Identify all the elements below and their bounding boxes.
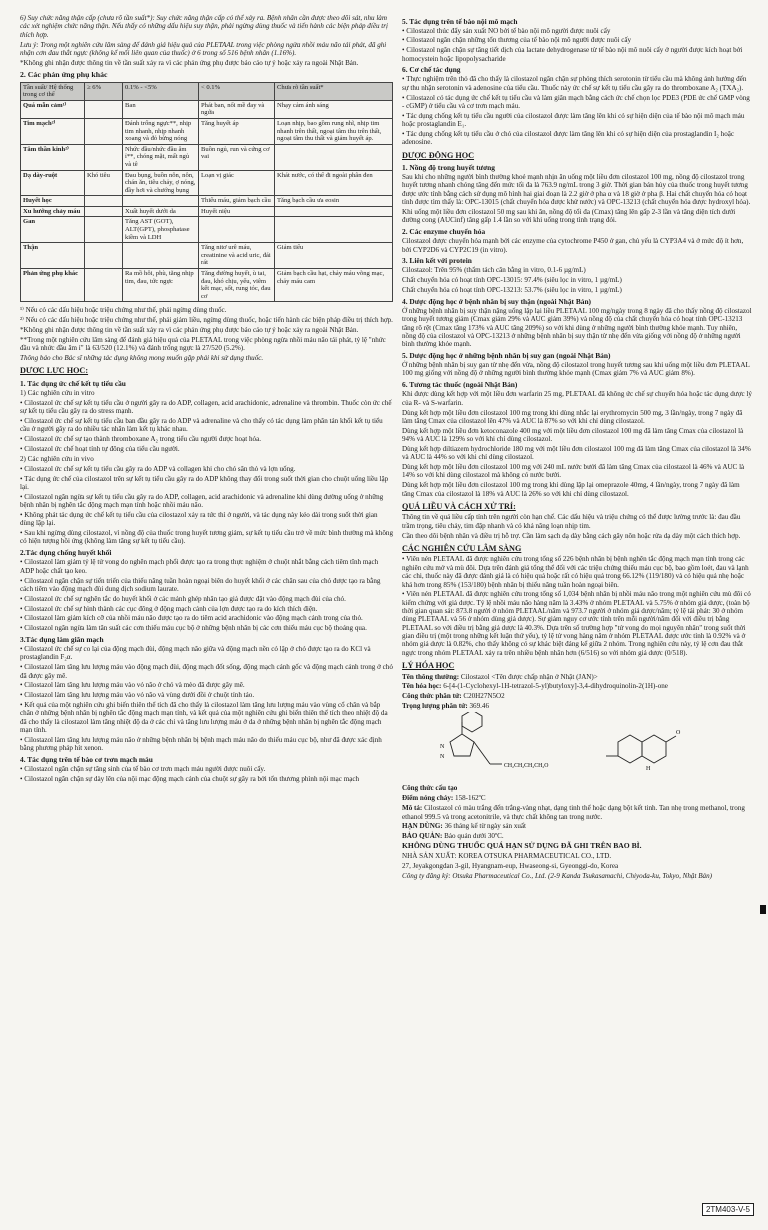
overdose-title: QUÁ LIỀU VÀ CÁCH XỬ TRÍ: (402, 501, 516, 511)
list-item: • Cilostazol làm giảm tỷ lệ tử vong do nghẽn mạch phổi được tạo ra trong thực nghiệm ở chuột nhắt bằng cách tiêm tĩnh mạch ADP hoặc chất tạo keo. (20, 558, 379, 575)
list-item: Cần theo dõi bệnh nhân và điều trị hỗ trợ. Cần làm sạch dạ dày bằng cách gây nôn hoặc rửa dạ dày một cách thích hợp. (402, 531, 741, 540)
subheading: 2) Các nghiên cứu in vivo (20, 454, 94, 463)
property-row (402, 702, 752, 710)
property-row (402, 804, 752, 821)
adr-freq6-cell (85, 118, 123, 144)
adr-row (21, 170, 393, 196)
adr-freqlow-cell: Huyết niệu (199, 206, 275, 217)
bullet-list (402, 27, 752, 63)
section-heading: 1. Nồng độ trong huyết tương (402, 163, 495, 173)
list-item: Khi được dùng kết hợp với một liều đơn warfarin 25 mg, PLETAAL đã không ức chế sự chuyển hóa hoặc tác dụng dược lý của R- và S-warfarin. (402, 390, 752, 407)
section-heading: 3.Tác dụng làm giãn mạch (20, 635, 104, 645)
property-value: 36 tháng kể từ ngày sản xuất (444, 822, 527, 831)
property-label: Điểm nóng chảy: (402, 794, 456, 803)
adr-freq01-cell (123, 243, 199, 269)
adr-header: Tần suất/ Hệ thống trong cơ thể (21, 82, 85, 100)
adr-system-cell: Gan (21, 217, 85, 243)
adr-freq6-cell: Khó tiêu (85, 170, 123, 196)
adr-freq6-cell (85, 269, 123, 302)
list-item: • Thực nghiệm trên thỏ đã cho thấy là cilostazol ngăn chặn sự phóng thích serotonin từ tiểu cầu mà không ảnh hưởng đến sự thu nhận serotonin và adenosine của tiểu cầu. Thuốc này ức chế sự kết tụ tiểu cầu gây ra do thromboxane A₂ (TXA₂). (402, 75, 747, 92)
list-item: • Cilostazol ngăn chặn những tổn thương của tế bào nội mô người được nuôi cấy (402, 36, 632, 45)
adr-freq01-cell (123, 196, 199, 207)
adr-system-cell: Dạ dày-ruột (21, 170, 85, 196)
list-item: Dùng kết hợp một liều đơn cilostazol 100 mg với 240 mL nước bưởi đã làm tăng Cmax của cilostazol là 46% và AUC là 14% so với khi dùng cilostazol mà không có nước bưởi. (402, 463, 745, 480)
property-value: Cilostazol <Tên được chấp nhận ở Nhật (JAN)> (460, 672, 598, 681)
adr-unknown-cell: Tăng bạch cầu ưa eosin (275, 196, 393, 207)
paragraph-list (402, 266, 752, 294)
property-value: C20H27N5O2 (463, 692, 505, 701)
expiry-warning: KHÔNG DÙNG THUỐC QUÁ HẠN SỬ DỤNG ĐÃ GHI TRÊN BAO BÌ. (402, 841, 642, 851)
section-heading: 4. Dược động học ở bệnh nhân bị suy thận (ngoài Nhật Bản) (402, 296, 592, 306)
property-value: 369.46 (469, 702, 490, 711)
footnote: ¹⁾ Nếu có các dấu hiệu hoặc triệu chứng như thế, phải ngừng dùng thuốc. (20, 306, 227, 315)
list-item: • Cilostazol ngăn chặn sự dày lên của nội mạc động mạch cảnh của chuột sự gây ra bởi tổn thương phình nội mạc mạch (20, 775, 360, 784)
property-row (402, 822, 752, 830)
list-item: Cilostazol: Trên 95% (thẩm tách cân bằng in vitro, 0.1-6 µg/mL) (402, 266, 586, 275)
property-label: Tên thông thường: (402, 672, 461, 681)
list-item: • Cilostazol ngăn ngừa làm tăn suất các cơn thiếu máu cục bộ ở những bệnh nhân bị các cơn thiếu máu cục bộ thoáng qua. (20, 624, 367, 633)
property-label: Công thức cấu tạo (402, 784, 458, 793)
adr-row (21, 217, 393, 243)
footnote: **Trong một nghiên cứu lâm sàng để đánh giá hiệu quả của PLETAAL trong việc phòng ngừa nhồi máu não tái phát, tỷ lệ "nhức đầu và nhức đầu âm ỉ" là 63/520 (12.1%) và đánh trống ngực là 27/520 (5.2%). (20, 335, 386, 353)
list-item: • Cilostazol ức chế hoạt tính tự đông của tiểu cầu người. (20, 445, 180, 454)
left-column (20, 14, 393, 1214)
adr-body (21, 100, 393, 302)
adr-freq01-cell: Đánh trống ngực**, nhịp tim nhanh, nhịp nhanh xoang và đỏ bừng nóng (123, 118, 199, 144)
adr-freq6-cell (85, 206, 123, 217)
section-heading: 6. Tương tác thuốc (ngoài Nhật Bản) (402, 380, 518, 390)
adr-system-cell: Phản ứng phụ khác (21, 269, 85, 302)
adr-freq01-cell: Đau bụng, buồn nôn, nôn, chán ăn, tiêu chảy, ợ nóng, đầy hơi và chướng bụng (123, 170, 199, 196)
adr-header-row (21, 82, 393, 100)
list-item: NHÀ SẢN XUẤT: KOREA OTSUKA PHARMACEUTICAL CO., LTD. (402, 851, 612, 860)
adr-system-cell: Xu hướng chảy máu (21, 206, 85, 217)
property-row (402, 784, 752, 792)
chain-label: CH₂CH₂CH₂CH₂O (504, 763, 549, 770)
list-item: • Không phát tác dụng ức chế kết tụ tiểu cầu của cilostazol xảy ra tức thì ở người, và tác dụng này kéo dài trong suốt thời gian dùng lặp lại. (20, 510, 378, 528)
subheading: 1) Các nghiên cứu in vitro (20, 388, 95, 397)
list-item: • Viên nén PLETAAL đã được nghiên cứu trong tổng số 226 bệnh nhân bị bệnh nghẽn tắc động mạch mạn tính trong các nghiên cứu mở và mù đôi. Dựa trên đánh giá tổng thể đối với các triệu chứng thiếu máu cục bộ, bao gồm loét, đau và lạnh các chi, thuốc này đã được đánh giá là có hiệu quả hoặc rất có hiệu quả trong 66.12% (119/180) và có hiệu quả nhẹ hoặc khá hơn trong 85% (153/180) bệnh nhân bị thiếu năng tuần hoàn ngoại biên. (402, 555, 749, 589)
list-item: • Cilostazol ức chế sự hình thành các cục đông ở động mạch cảnh của lợn được tạo ra do kích thích điện. (20, 604, 318, 613)
paragraph: Cilostazol được chuyển hóa mạnh bởi các enzyme của cytochrome P450 ở gan, chủ yếu là CYP3A4 và ở mức độ ít hơn, bởi CYP2D6 và CYP2C19 (in vitro). (402, 237, 744, 254)
pharmacokinetics-title: DƯỢC ĐỘNG HỌC (402, 150, 475, 160)
footnote: Thông báo cho Bác sĩ những tác dụng không mong muốn gặp phải khi sử dụng thuốc. (20, 354, 264, 363)
adr-freq6-cell (85, 243, 123, 269)
property-value: Cilostazol có màu trắng đến trắng-vàng nhạt, dạng tinh thể hoặc dạng bột kết tinh. Tan nhẹ trong methanol, trong ethanol 999.5 và trong acetonitrile, và thực chất không tan trong nước. (402, 804, 745, 821)
adr-system-cell: Thận (21, 243, 85, 269)
adr-freqlow-cell: Tăng đường huyết, ù tai, đau, khó chịu, yếu, viêm kết mạc, sốt, rung tóc, đau cơ (199, 269, 275, 302)
intro-renal: 6) Suy chức năng thận cấp (chưa rõ tần suất*): Suy chức năng thận cấp có thể xảy ra. Bệnh nhân cần được theo dõi sát, nhu làm các xét nghiệm chức năng thận. Nếu thấy có những dấu hiệu suy thận, phải ngừng dùng thuốc và tiến hành các biện pháp điều trị thích hợp. (20, 14, 388, 39)
adr-row (21, 144, 393, 170)
intro-frequency-note: *Không ghi nhận được thông tin về tần suất xảy ra vì các phản ứng phụ được báo cáo tự ý hoặc xảy ra ngoài Nhật Bản. (20, 58, 359, 67)
adr-freqlow-cell: Buồn ngủ, run và cứng cơ vai (199, 144, 275, 170)
property-label: HẠN DÙNG: (402, 822, 445, 831)
list-item: • Kết quả của một nghiên cứu ghi biến thiên thể tích đã cho thấy là cilostazol làm tăng lưu lượng máu vào vùng cổ chân và bắp chân ở những bệnh nhân bị nghẽn tắc động mạch mạn tính, và kết quả của một nghiên cứu ghi biến thiên thể tích theo nhiệt độ da đã cho thấy là cilostazol làm tăng nhiệt độ da ở các chi và tăng lưu lượng máu ở da ở những bệnh nhân bị nghẽn tắc động mạch mạn tính. (20, 701, 388, 735)
list-item: Thông tin về quá liều cấp tính trên người còn hạn chế. Các dấu hiệu và triệu chứng có thể được lường trước là: đau đầu trầm trọng, tiêu chảy, tim đập nhanh và có khả năng loạn nhịp tim. (402, 513, 741, 530)
bullet-list (20, 558, 393, 632)
atom-label: H (646, 766, 651, 773)
list-item: • Sau khi ngừng dùng cilostazol, vì nồng độ của thuốc trong huyết tương giảm, sự kết tụ tiểu cầu trở về mức bình thường mà không có hiện tượng hồi ứng (không làm tăng sự kết tụ tiểu cầu). (20, 529, 393, 546)
list-item: • Cilostazol ngăn ngừa sự kết tụ tiểu cầu gây ra do ADP, collagen, acid arachidonic và adrenaline khi dùng đường uống ở những bệnh nhân bị nghẽn tắc động mạch mạn tính hoặc nhồi máu não. (20, 492, 384, 510)
adr-freq01-cell: Tăng AST (GOT), ALT(GPT), phosphatase kiềm và LDH (123, 217, 199, 243)
list-item: • Cilostazol làm giảm kích cỡ của nhồi máu não được tạo ra do tiêm acid arachidonic vào động mạch cảnh trong của thỏ. (20, 614, 363, 623)
paragraph: Ở những bệnh nhân bị suy gan từ nhẹ đến vừa, nồng độ cilostazol trong huyết tương sau khi uống một liều đơn PLETAAL 100 mg giống với nồng độ ở những người bình thường khỏe mạnh (Cmax giảm 7% và AUC giảm 8%). (402, 361, 750, 378)
bullet-list (20, 645, 393, 753)
list-item: • Tác dụng ức chế của cilostazol trên sự kết tụ tiểu cầu gây ra do ADP không thay đổi trong suốt thời gian cho chuột uống liều lặp lại. (20, 474, 389, 491)
adr-header: < 0.1% (199, 82, 275, 100)
section-heading: 5. Tác dụng trên tế bào nội mô mạch (402, 16, 518, 26)
adr-system-cell: Tim mạch²⁾ (21, 118, 85, 144)
list-item: • Cilostazol làm tăng lưu lượng máu vào vỏ não và vùng dưới đồi ở chuột tỉnh táo. (20, 691, 255, 700)
list-item: Chất chuyển hóa có hoạt tính OPC-13213: 53.7% (siêu lọc in vitro, 1 µg/mL) (402, 286, 622, 295)
list-item: • Cilostazol làm tăng lưu lượng máu vào vỏ não ở chó và mèo đã được gây mê. (20, 681, 245, 690)
paragraph-list (402, 513, 752, 540)
list-item: • Tác dụng chống kết tụ tiểu cầu người của cilostazol được làm tăng lên khi có sự hiện diện của tế bào nội mô mạch máu hoặc prostaglandin E₁. (402, 111, 745, 129)
paragraph: Ở những bệnh nhân bị suy thận nặng uống lặp lại liều PLETAAL 100 mg/ngày trong 8 ngày đã cho thấy nồng độ cilostazol trong huyết tương giảm (Cmax giảm 29% và AUC giảm 39%) và nồng độ của chất chuyển hóa có hoạt tính OPC-13213 tăng rõ rệt (Cmax tăng 173% và AUC tăng 209%) so với khi dùng ở những người bình thường khỏe mạnh. Tuy nhiên, nồng độ của cilostazol và OPC-13213 ở những bệnh nhân bị suy thận từ nhẹ đến vừa giống với nồng độ ở những người bình thường khỏe mạnh. (402, 306, 752, 349)
footnote: *Không ghi nhận được thông tin về tần suất xảy ra vì các phản ứng phụ được báo cáo tự ý hoặc xảy ra ngoài Nhật Bản. (20, 326, 359, 335)
adr-freq6-cell (85, 100, 123, 118)
list-item: • Viên nén PLETAAL đã được nghiên cứu trong tổng số 1,034 bệnh nhân bị nhồi máu não trong một nghiên cứu mù đôi có kiểm chứng với giả dược. Tỷ lệ nhồi máu não hàng năm là 3.43% ở nhóm PLETAAL và 5.75% ở nhóm giả dược, (toàn bộ thời gian quan sát: 873.8 người ở nhóm PLETAAL/năm và 973.7 người ở nhóm giả dược/năm; tỷ lệ tái phát: 30 ở nhóm dùng PLETAAL và 56 ở nhóm dùng giả dược). Sự giảm nguy cơ ước tính trên mỗi người/năm đối với điều trị bằng PLETAAL so với điều trị bằng giả dược là 40.3%. Dựa trên số trường hợp "tử vong do mọi nguyên nhân" trong suốt thời gian điều trị (một trong những kết luận thứ yếu), tỷ lệ tử vong hàng năm ở nhóm PLETAAL được ước tính là 0.92% và ở nhóm giả dược là 0.82%, cho thấy không có sự khác biệt đáng kể giữa 2 nhóm. Trong nghiên cứu này, tỷ lệ cơn đau thắt ngực trong nhóm PLETAAL xảy ra trên nhiều bệnh nhân hơn (6/516) so với nhóm giả dược (0/518). (402, 590, 751, 657)
adr-freqlow-cell: Phát ban, nổi mề đay và ngứa (199, 100, 275, 118)
adr-unknown-cell: Khát nước, có thể đi ngoài phân đen (275, 170, 393, 196)
adr-system-cell: Quá mẫn cảm¹⁾ (21, 100, 85, 118)
adr-unknown-cell: Giảm bạch cầu hạt, chảy máu võng mạc, chảy máu cam (275, 269, 393, 302)
paragraph-list (402, 173, 752, 225)
paragraph-list (402, 390, 752, 498)
adr-unknown-cell (275, 206, 393, 217)
list-item: Sau khi cho những người bình thường khoẻ mạnh nhịn ăn uống một liều đơn cilostazol 100 mg, nồng độ cilostazol trong huyết tương nhanh chóng tăng đến mức tối đa là 763.9 ng/mL trong 3 giờ. Thời gian bán hủy của thuốc trong huyết tương được ước tính bằng cách sử dụng mô hình hai giai đoạn là 2.2 giờ ở pha α và 18 giờ ở pha β. Hai chất chuyển hóa có hoạt tính được tìm thấy là: OPC-13015 (chất chuyển hóa được khử nước) và OPC-13213 (chất chuyển hóa được hydroxyl hóa). (402, 173, 751, 207)
section-heading: 3. Liên kết với protein (402, 256, 472, 266)
right-column (402, 14, 752, 1214)
adr-freqlow-cell (199, 217, 275, 243)
adr-freqlow-cell: Thiếu máu, giảm bạch cầu (199, 196, 275, 207)
property-label: Công thức phân tử: (402, 692, 464, 701)
property-row (402, 794, 752, 802)
document-code: 2TM403-V-5 (702, 1203, 754, 1216)
bullet-list (20, 465, 393, 546)
adr-freq6-cell (85, 217, 123, 243)
list-item: • Cilostazol ngăn chặn sự tiến triển của thiếu năng tuần hoàn ngoại biên do huyết khối ở các chân sau của chó được tạo ra bằng cách tiêm vào động mạch đùi dung dịch sodium laurate. (20, 576, 381, 593)
adr-freq6-cell (85, 196, 123, 207)
property-value: 6-[4-(1-Cyclohexyl-1H-tetrazol-5-yl)butyloxy]-3,4-dihydroquinolin-2(1H)-one (443, 682, 668, 691)
property-value: 158-162ºC (455, 794, 486, 803)
list-item: • Cilostazol làm tăng lưu lượng máu não ở những bệnh nhân bị bệnh mạch máu não do thiếu máu cục bộ, như đã được xác định bằng phương pháp hít xenon. (20, 736, 382, 753)
list-item: Dùng kết hợp một liều đơn cilostazol 100 mg trong khi dùng lặp lại omeprazole 40mg, 4 lần/ngày, trong 7 ngày đã làm tăng Cmax của cilostazol là 18% và AUC là 26% so với khi chỉ dùng cilostazol. (402, 481, 740, 498)
adr-row (21, 243, 393, 269)
list-item: • Cilostazol thúc đẩy sản xuất NO bởi tế bào nội mô người được nuôi cấy (402, 26, 611, 35)
list-item: • Cilostazol ức chế sự co lại của động mạch đùi, động mạch não giữa và động mạch nền có lập ở chó được tạo ra do KCl và prostaglandin F₂α. (20, 645, 371, 662)
adr-title: 2. Các phản ứng phụ khác (20, 70, 108, 80)
list-item: • Cilostazol làm tăng lưu lượng máu vào động mạch đùi, động mạch đốt sống, động mạch cánh gốc và động mạch cảnh trong ở chó đã được gây mê. (20, 663, 393, 680)
pharmacodynamics-title: DƯỢC LỰC HỌC: (20, 366, 89, 376)
atom-label: N (440, 754, 445, 761)
bullet-list (20, 765, 393, 783)
list-item: • Cilostazol ức chế sự kết tụ tiểu cầu ban đầu gây ra do ADP và adrenaline và cho thấy có tác dụng làm phân tán khối kết tụ tiểu cầu ở người gây ra do nhiều tác nhân làm kết tụ khác nhau. (20, 417, 383, 434)
adr-header: Chưa rõ tần suất* (275, 82, 393, 100)
footnote: ²⁾ Nếu có các dấu hiệu hoặc triệu chứng như thế, phải giảm liều, ngừng dùng thuốc, hoặc tiến hành các biện pháp điều trị thích hợp. (20, 316, 393, 325)
section-heading: 2.Tác dụng chống huyết khối (20, 548, 112, 558)
list-item: Chất chuyển hóa có hoạt tính OPC-13015: 97.4% (siêu lọc in vitro, 1 µg/mL) (402, 276, 622, 285)
list-item: • Tác dụng chống kết tụ tiểu cầu ở chó của cilostazol được làm tăng lên khi có sự hiện diện của prostaglandin I₂ hoặc adenosine. (402, 129, 735, 147)
list-item: • Cilostazol có tác dụng ức chế kết tụ tiểu cầu và làm giãn mạch bằng cách ức chế chọn lọc PDE3 (PDE ức chế GMP vòng - cGMP) ở tiểu cầu và cơ trơn mạch máu. (402, 93, 750, 110)
registration-owner: Công ty đăng ký: Otsuka Pharmaceutical Co., Ltd. (2-9 Kanda Tsukasamachi, Chiyoda-ku, Tokyo, Nhật Bản) (402, 871, 712, 880)
adr-freqlow-cell: Loạn vị giác (199, 170, 275, 196)
adr-system-cell: Tâm thần kinh²⁾ (21, 144, 85, 170)
adr-unknown-cell (275, 144, 393, 170)
property-label: Trọng lượng phân tử: (402, 702, 470, 711)
adr-header: ≥ 6% (85, 82, 123, 100)
list-item: Dùng kết hợp diltiazem hydrochloride 180 mg với một liều đơn cilostazol 100 mg đã làm tăng Cmax của cilostazol là 34% và AUC là 44% so với khi chỉ dùng cilostazol. (402, 444, 751, 462)
section-heading: 4. Tác dụng trên tế bào cơ trơn mạch máu (20, 755, 153, 765)
manufacturer (402, 852, 752, 870)
structural-formula (402, 712, 752, 782)
chemistry-title: LÝ HÓA HỌC (402, 661, 455, 671)
property-row (402, 673, 752, 681)
intro-note: Lưu ý: Trong một nghiên cứu lâm sàng để đánh giá hiệu quả của PLETAAL trong việc phòng ngừa nhồi máu não tái phát, đã ghi nhận cơn đau thắt ngực (không kể mối liên quan của thuốc) ở 6 trong số 516 bệnh nhân (1.16%). (20, 40, 387, 57)
adr-freq01-cell: Xuất huyết dưới da (123, 206, 199, 217)
registration-mark (760, 905, 766, 914)
atom-label: N (440, 744, 445, 751)
adr-unknown-cell: Nhạy cảm ánh sáng (275, 100, 393, 118)
adr-freq6-cell (85, 144, 123, 170)
property-row (402, 692, 752, 700)
property-row (402, 682, 752, 690)
adr-row (21, 118, 393, 144)
list-item: Dùng kết hợp một liều đơn ketoconazole 400 mg với một liều đơn cilostazol 100 mg đã làm tăng Cmax của cilostazol là 94% và AUC là 129% so với khi chỉ dùng cilostazol. (402, 426, 744, 444)
clinical-studies-title: CÁC NGHIÊN CỨU LÂM SÀNG (402, 543, 522, 553)
list-item: Dùng kết hợp một liều đơn cilostazol 100 mg trong khi dùng nhắc lại erythromycin 500 mg, 3 lần/ngày, trong 7 ngày đã làm tăng Cmax của cilostazol lên 47% và AUC là 87% so với khi chỉ dùng cilostazol. (402, 408, 743, 425)
property-label: Mô tả: (402, 804, 425, 813)
list-item: Khi uống một liều đơn cilostazol 50 mg sau khi ăn, nồng độ tối đa (Cmax) tăng lên gấp 2-3 lần và tăng diện tích dưới đường cong (AUCinf) tăng gấp 1.4 lần so với khi uống trong tình trạng đói. (402, 208, 736, 225)
adr-header: 0.1% - <5% (123, 82, 199, 100)
section-heading: 5. Dược động học ở những bệnh nhân bị suy gan (ngoài Nhật Bản) (402, 351, 611, 361)
bullet-list (402, 75, 752, 146)
list-item: • Cilostazol ức chế sự kết tụ tiểu cầu gây ra do ADP và collagen khi cho chó săn thỏ và lợn uống. (20, 464, 296, 473)
section-heading: 1. Tác dụng ức chế kết tụ tiểu cầu (20, 378, 126, 388)
bullet-list (20, 399, 393, 454)
structural-formula-drawing (432, 712, 712, 782)
adr-unknown-cell: Loạn nhịp, bao gồm rung nhĩ, nhịp tim nhanh trên thất, ngoại tâm thu trên thất, ngoại tâm thu thất và giảm huyết áp. (275, 118, 393, 144)
property-label: BẢO QUẢN: (402, 832, 445, 841)
list-item: • Cilostazol ngăn chặn sự tăng tiết dịch của lactate dehydrogenase từ tế bào nội mô nuôi cấy ở người được kích hoạt bởi homocystein hoặc lipopolysacharide (402, 46, 743, 63)
adr-unknown-cell: Giảm tiểu (275, 243, 393, 269)
chemistry-rows (402, 673, 752, 711)
adr-freq01-cell: Nhức đầu/nhức đầu âm ỉ**, chóng mặt, mất ngủ và tê (123, 144, 199, 170)
list-item: • Cilostazol ngăn chặn sự tăng sinh của tế bào cơ trơn mạch máu người được nuôi cấy. (20, 765, 266, 774)
list-item: • Cilostazol ức chế sự nghẽn tắc do huyết khối ở các mảnh ghép nhân tạo giả được đặt vào động mạch đùi của chó. (20, 594, 346, 603)
adr-unknown-cell (275, 217, 393, 243)
section-heading: 2. Các enzyme chuyển hóa (402, 227, 486, 237)
adr-freqlow-cell: Tăng nitơ urê máu, creatinine và acid uric, đái rát (199, 243, 275, 269)
section-heading: 6. Cơ chế tác dụng (402, 65, 461, 75)
property-value: Bảo quản dưới 30ºC. (444, 832, 504, 841)
adr-table (20, 82, 393, 303)
adr-row (21, 269, 393, 302)
list-item: 27, Jeyakgongdan 3-gil, Hyangnam-eup, Hwaseong-si, Gyeonggi-do, Korea (402, 861, 619, 870)
property-label: Tên hóa học: (402, 682, 444, 691)
atom-label: O (676, 730, 681, 737)
adr-row (21, 100, 393, 118)
adr-system-cell: Huyết học (21, 196, 85, 207)
adr-row (21, 206, 393, 217)
list-item: • Cilostazol ức chế sự kết tụ tiểu cầu ở người gây ra do ADP, collagen, acid arachidonic, adrenaline và thrombin. Thuốc còn ức chế sự kết tụ tiểu cầu gây ra do stress mạnh. (20, 398, 392, 416)
adr-freq01-cell: Ban (123, 100, 199, 118)
adr-freq01-cell: Ra mồ hôi, phù, tăng nhịp tim, đau, tức ngực (123, 269, 199, 302)
properties-rows (402, 784, 752, 840)
bullet-list (402, 555, 752, 657)
property-row (402, 832, 752, 840)
adr-row (21, 196, 393, 207)
adr-freqlow-cell: Tăng huyết áp (199, 118, 275, 144)
list-item: • Cilostazol ức chế sự tạo thành thromboxane A₂ trong tiểu cầu người được hoạt hóa. (20, 435, 261, 444)
